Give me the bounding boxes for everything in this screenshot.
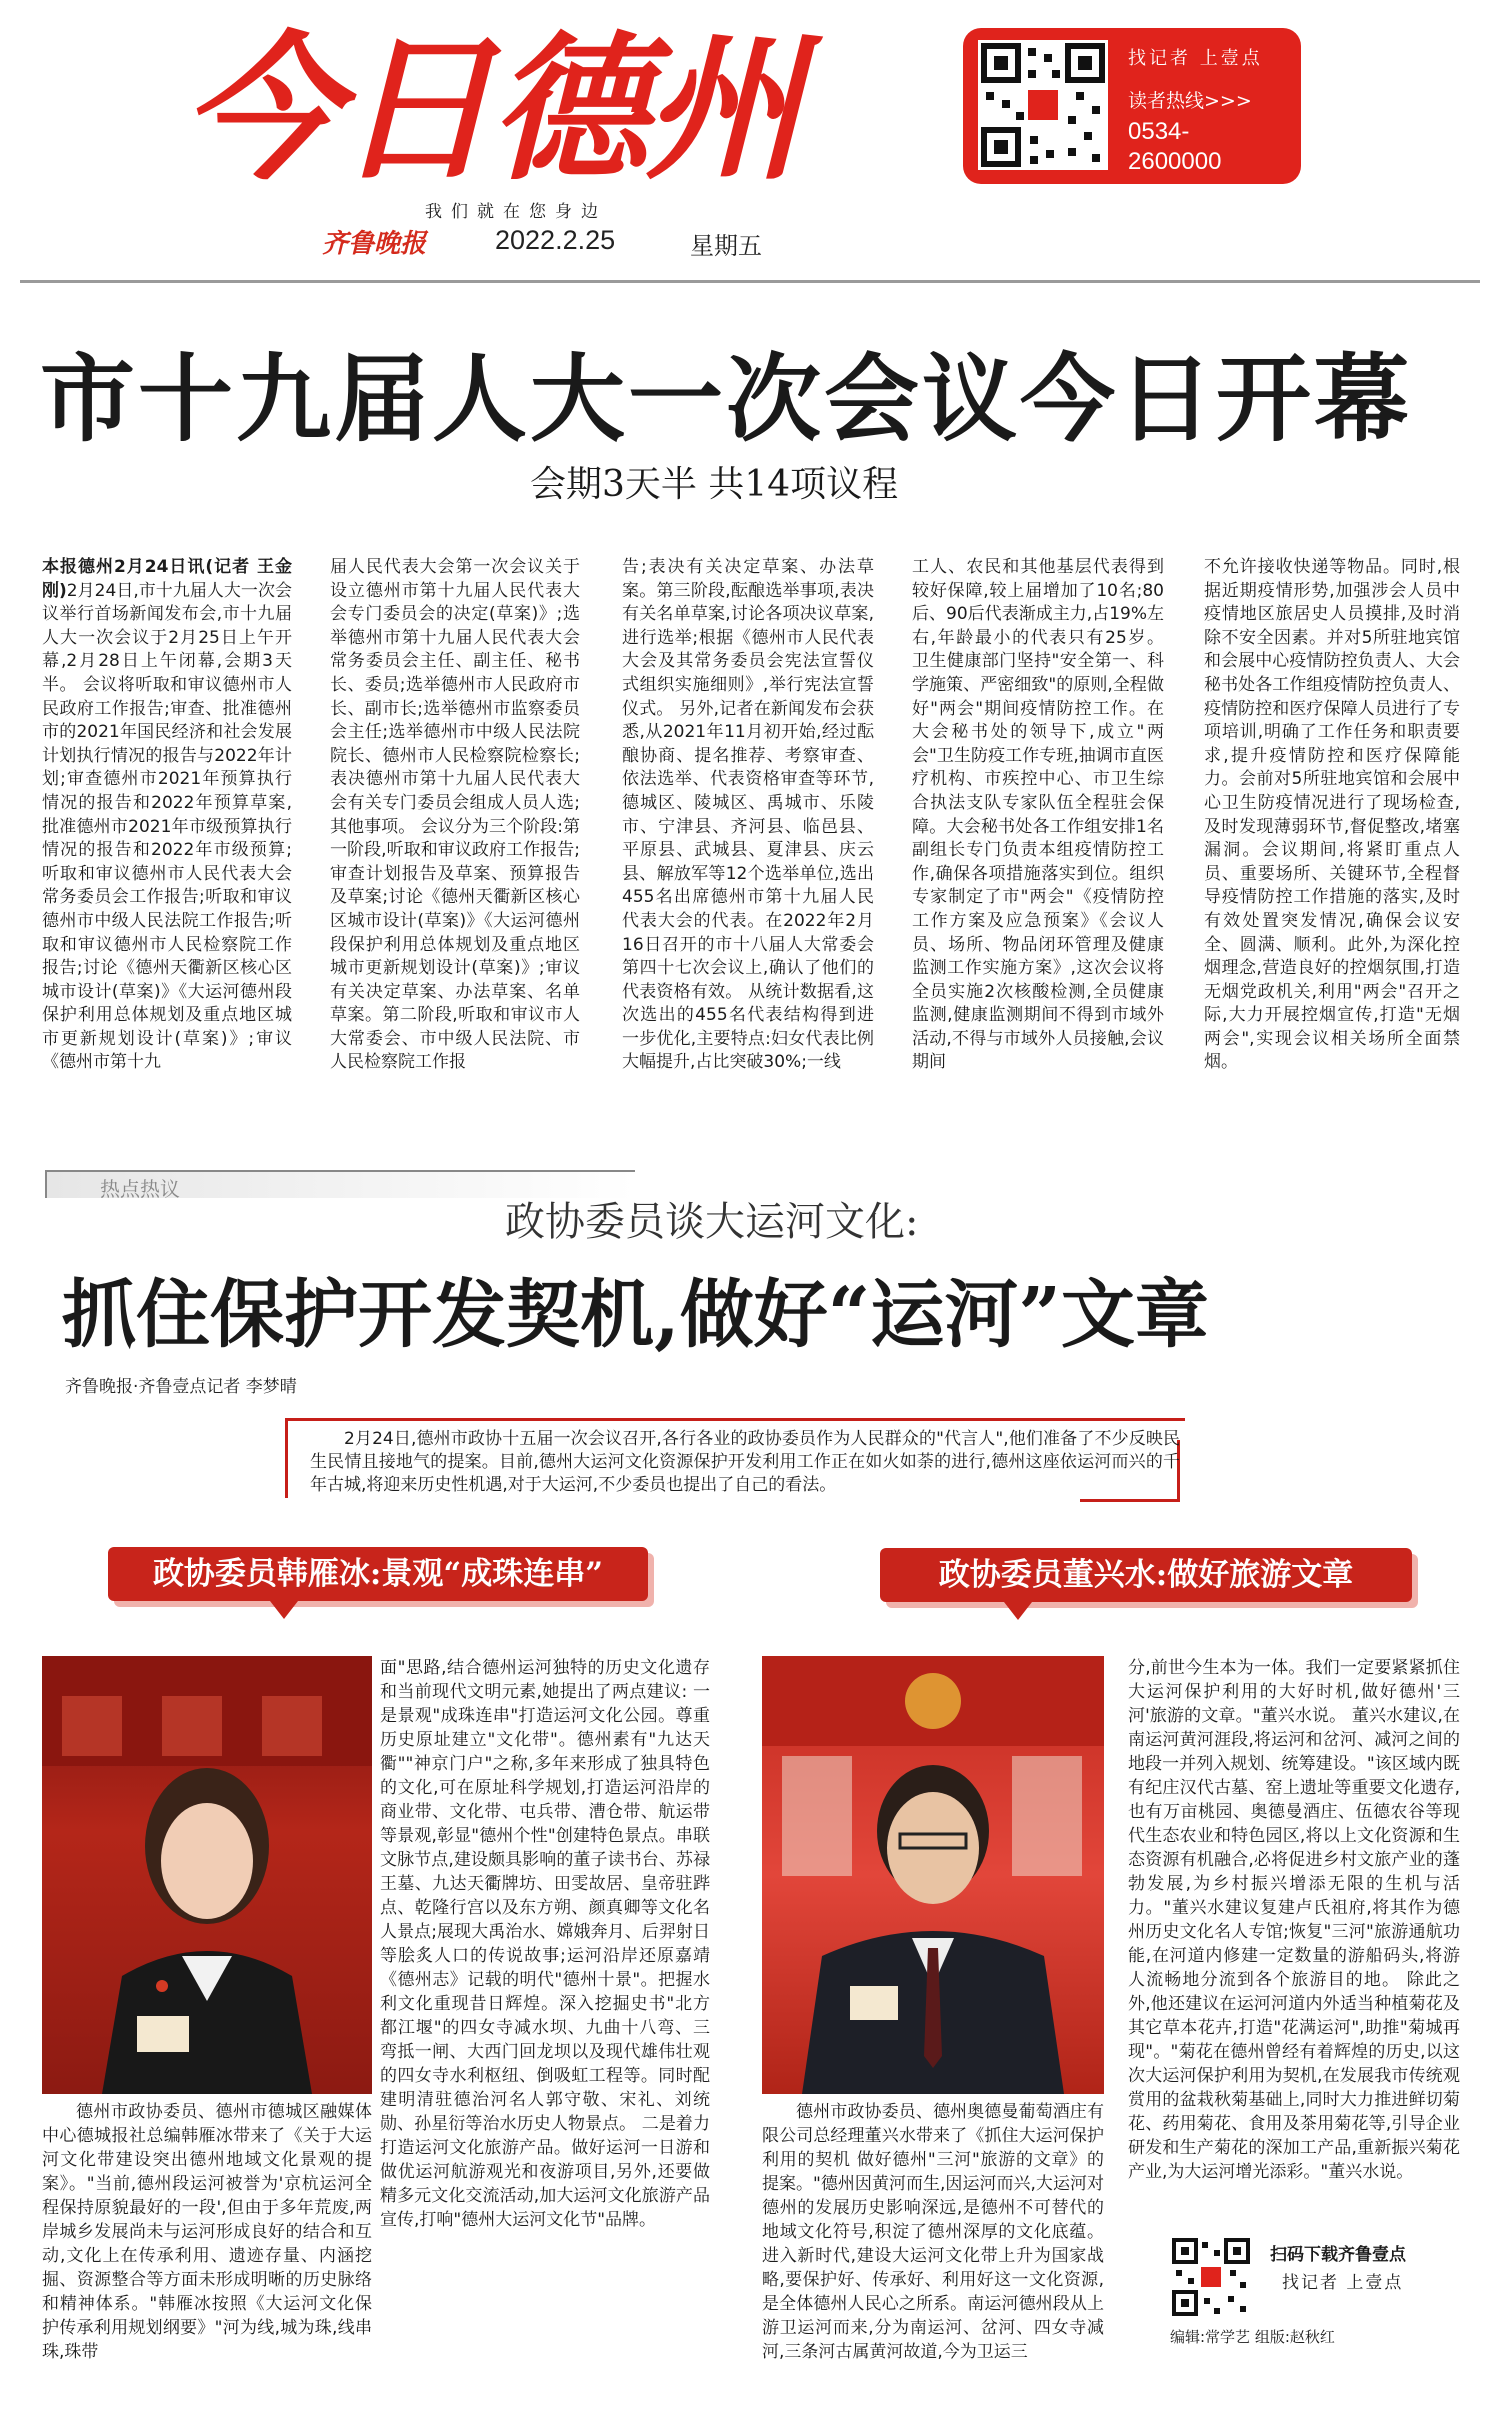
masthead-divider bbox=[20, 280, 1480, 283]
qr-code-icon[interactable] bbox=[978, 40, 1108, 170]
newspaper-title: 今日德州 bbox=[182, 18, 798, 202]
hotline-number-line2: 2600000 bbox=[1128, 148, 1222, 175]
footer-scan-text: 扫码下载齐鲁壹点 bbox=[1270, 2245, 1406, 2265]
hotline-number-line1: 0534- bbox=[1128, 118, 1190, 145]
photo-dong-xingshui bbox=[762, 1656, 1104, 2094]
story-dong-xingshui: 分,前世今生本为一体。我们一定要紧紧抓住大运河保护利用的大好时机,做好德州'三河'旅游的文章。"董兴水说。 董兴水建议,在南运河黄河涯段,将运河和岔河、减河之间的地段一并列入规划、统筹建设。"该区域内既有纪庄汉代古墓、窑上遗址等重要文化遗存,也有万亩桃园、奥德曼酒庄、伍德农谷等现代生态农业和特色园区,将以上文化资源和生态资源有机融合,必将促进乡村文旅产业的蓬勃发展,为乡村振兴增添无限的生机与活力。"董兴水建议复建卢氏祖府,将其作为德州历史文化名人专馆;恢复"三河"旅游通航功能,在河道内修建一定数量的游船码头,将游人流畅地分流到各个旅游目的地。 除此之外,他还建议在运河河道内外适当种植菊花及其它草本花卉,打造"花满运河",助推"菊城再现"。"菊花在德州曾经有着辉煌的历史,以这次大运河保护利用为契机,在发展我市传统观赏用的盆栽秋菊基础上,同时大力推进鲜切菊花、药用菊花、食用及茶用菊花等,引导企业研发和生产菊花的深加工产品,重新振兴菊花产业,为大运河增光添彩。"董兴水说。 bbox=[1128, 1658, 1460, 2182]
banner-han-yanbing: 政协委员韩雁冰:景观“成珠连串” bbox=[108, 1547, 648, 1601]
footer-reporter-text: 找记者 上壹点 bbox=[1282, 2273, 1404, 2293]
app-qr-code-icon[interactable] bbox=[1170, 2236, 1252, 2318]
lead-column-5: 不允许接收快递等物品。同时,根据近期疫情形势,加强涉会人员中疫情地区旅居史人员摸排,及时消除不安全因素。并对5所驻地宾馆和会展中心疫情防控负责人、大会秘书处各工作组疫情防控负责人、疫情防控和医疗保障人员进行了专项培训,明确了工作任务和职责要求,提升疫情防控和医疗保障能力。会前对5所驻地宾馆和会展中心卫生防疫情况进行了现场检查,及时发现薄弱环节,督促整改,堵塞漏洞。会议期间,将紧盯重点人员、重要场所、关键环节,全程督导疫情防控工作措施的落实,及时有效处置突发情况,确保会议安全、圆满、顺利。此外,为深化控烟理念,营造良好的控烟氛围,打造无烟党政机关,利用"两会"召开之际,大力开展控烟宣传,打造"无烟两会",实现会议相关场所全面禁烟。 bbox=[1204, 557, 1460, 1073]
hotline-reporter-text: 找记者 上壹点 bbox=[1128, 48, 1263, 69]
lead-subhead: 会期3天半 共14项议程 bbox=[530, 464, 899, 505]
newspaper-slogan: 我们就在您身边 bbox=[425, 202, 607, 222]
paper-name: 齐鲁晚报 bbox=[322, 229, 427, 259]
banner-left-pointer bbox=[270, 1601, 298, 1619]
photo-han-yanbing bbox=[42, 1656, 372, 2094]
caption-han-yanbing: 德州市政协委员、德州市德城区融媒体中心德城报社总编韩雁冰带来了《关于大运河文化带建设突出德州地域文化景观的提案》。"当前,德州段运河被誉为'京杭运河全程保持原貌最好的一段',但由于多年荒废,两岸城乡发展尚未与运河形成良好的结合和互动,文化上在传承利用、遗迹存量、内涵挖掘、资源整合等方面未形成明晰的历史脉络和精神体系。"韩雁冰按照《大运河文化保护传承利用规划纲要》"河为线,城为珠,线串珠,珠带 bbox=[42, 2102, 372, 2362]
lead-column-1-text: 2月24日,市十九届人大一次会议举行首场新闻发布会,市十九届人大一次会议于2月25日上午开幕,2月28日上午闭幕,会期3天半。 会议将听取和审议德州市人民政府工作报告;审查、批准德州市的2021年国民经济和社会发展计划执行情况的报告与2022年计划;审查德州市2021年预算执行情况的报告和2022年预算草案,批准德州市2021年市级预算执行情况的报告和2022年市级预算;听取和审议德州市人民代表大会常务委员会工作报告;听取和审议德州市中级人民法院工作报告;听取和审议德州市人民检察院工作报告;讨论《德州天衢新区核心区城市设计(草案)》《大运河德州段保护利用总体规划及重点地区城市更新规划设计(草案)》;审议《德州市第十九 bbox=[42, 580, 292, 1073]
lead-dateline: 本报德州2月24日讯(记者 王金刚) bbox=[42, 557, 292, 601]
hotline-label: 读者热线>>> bbox=[1128, 90, 1252, 112]
issue-weekday: 星期五 bbox=[690, 232, 762, 260]
footer-editors: 编辑:常学艺 组版:赵秋红 bbox=[1170, 2328, 1335, 2346]
lead-headline: 市十九届人大一次会议今日开幕 bbox=[40, 344, 1413, 455]
story-han-yanbing: 面"思路,结合德州运河独特的历史文化遗存和当前现代文明元素,她提出了两点建议: 一是景观"成珠连串"打造运河文化公园。尊重历史原址建立"文化带"。德州素有"九达天衢""神京门户"之称,多年来形成了独具特色的文化,可在原址科学规划,打造运河沿岸的商业带、文化带、屯兵带、漕仓带、航运带等景观,彰显"德州个性"创建特色景点。串联文脉节点,建设颇具影响的董子读书台、苏禄王墓、九达天衢牌坊、田雯故居、皇帝驻跸点、乾隆行宫以及东方朔、颜真卿等文化名人景点;展现大禹治水、嫦娥奔月、后羿射日等脍炙人口的传说故事;运河沿岸还原嘉靖《德州志》记载的明代"德州十景"。把握水利文化重现昔日辉煌。深入挖掘史书"北方都江堰"的四女寺减水坝、九曲十八弯、三弯抵一闸、大西门回龙坝以及现代雄伟壮观的四女寺水利枢纽、倒吸虹工程等。同时配建明清驻德治河名人郭守敬、宋礼、刘统勋、孙星衍等治水历史人物景点。 二是着力打造运河文化旅游产品。做好运河一日游和做优运河航游观光和夜游项目,另外,还要做精多元文化交流活动,加大运河文化旅游产品宣传,打响"德州大运河文化节"品牌。 bbox=[380, 1658, 710, 2230]
section-tag: 热点热议 bbox=[100, 1177, 180, 1201]
lead-column-1 bbox=[42, 556, 292, 1126]
lead-column-3: 告;表决有关决定草案、办法草案。第三阶段,酝酿选举事项,表决有关名单草案,讨论各项决议草案,进行选举;根据《德州市人民代表大会及其常务委员会宪法宣誓仪式组织实施细则》,举行宪法宣誓仪式。 另外,记者在新闻发布会获悉,从2021年11月初开始,经过酝酿协商、提名推荐、考察审查、依法选举、代表资格审查等环节,德城区、陵城区、禹城市、乐陵市、宁津县、齐河县、临邑县、平原县、武城县、夏津县、庆云县、解放军等12个选举单位,选出455名出席德州市第十九届人民代表大会的代表。在2022年2月16日召开的市十八届人大常委会第四十七次会议上,确认了他们的代表资格有效。 从统计数据看,这次选出的455名代表结构得到进一步优化,主要特点:妇女代表比例大幅提升,占比突破30%;一线 bbox=[622, 557, 874, 1073]
issue-date: 2022.2.25 bbox=[495, 225, 616, 255]
lead-column-4: 工人、农民和其他基层代表得到较好保障,较上届增加了10名;80后、90后代表渐成主力,占19%左右,年龄最小的代表只有25岁。 卫生健康部门坚持"安全第一、科学施策、严密细致"的原则,全程做好"两会"期间疫情防控工作。在大会秘书处的领导下,成立"两会"卫生防疫工作专班,抽调市直医疗机构、市疾控中心、市卫生综合执法支队专家队伍全程驻会保障。大会秘书处各工作组安排1名副组长专门负责本组疫情防控工作,确保各项措施落实到位。组织专家制定了市"两会"《疫情防控工作方案及应急预案》《会议人员、场所、物品闭环管理及健康监测工作实施方案》,这次会议将全员实施2次核酸检测,全员健康监测,健康监测期间不得到市域外活动,不得与市域外人员接触,会议期间 bbox=[912, 557, 1164, 1073]
cpcc-intro: 2月24日,德州市政协十五届一次会议召开,各行各业的政协委员作为人民群众的"代言人",他们准备了不少反映民生民情且接地气的提案。目前,德州大运河文化资源保护开发利用工作正在如火如荼的进行,德州这座依运河而兴的千年古城,将迎来历史性机遇,对于大运河,不少委员也提出了自己的看法。 bbox=[310, 1429, 1180, 1495]
caption-dong-xingshui: 德州市政协委员、德州奥德曼葡萄酒庄有限公司总经理董兴水带来了《抓住大运河保护利用的契机 做好德州"三河"旅游的文章》的提案。"德州因黄河而生,因运河而兴,大运河对德州的发展历史影响深远,是德州不可替代的地域文化符号,积淀了德州深厚的文化底蕴。进入新时代,建设大运河文化带上升为国家战略,要保护好、传承好、利用好这一文化资源,是全体德州人民心之所系。南运河德州段从上游卫运河而来,分为南运河、岔河、四女寺减河,三条河古属黄河故道,今为卫运三 bbox=[762, 2102, 1104, 2362]
banner-right-pointer bbox=[1004, 1602, 1032, 1620]
cpcc-kicker: 政协委员谈大运河文化: bbox=[505, 1199, 919, 1245]
banner-dong-xingshui: 政协委员董兴水:做好旅游文章 bbox=[880, 1548, 1412, 1602]
lead-column-2: 届人民代表大会第一次会议关于设立德州市第十九届人民代表大会专门委员会的决定(草案)》;选举德州市第十九届人民代表大会常务委员会主任、副主任、秘书长、委员;选举德州市人民政府市长、副市长;选举德州市监察委员会主任;选举德州市中级人民法院院长、德州市人民检察院检察长;表决德州市第十九届人民代表大会有关专门委员会组成人员人选;其他事项。 会议分为三个阶段:第一阶段,听取和审议政府工作报告;审查计划报告及草案、预算报告及草案;讨论《德州天衢新区核心区城市设计(草案)》《大运河德州段保护利用总体规划及重点地区城市更新规划设计(草案)》;审议有关决定草案、办法草案、名单草案。第二阶段,听取和审议市人大常委会、市中级人民法院、市人民检察院工作报 bbox=[330, 557, 580, 1073]
cpcc-headline: 抓住保护开发契机,做好“运河”文章 bbox=[62, 1272, 1209, 1358]
cpcc-byline: 齐鲁晚报·齐鲁壹点记者 李梦晴 bbox=[65, 1377, 297, 1397]
